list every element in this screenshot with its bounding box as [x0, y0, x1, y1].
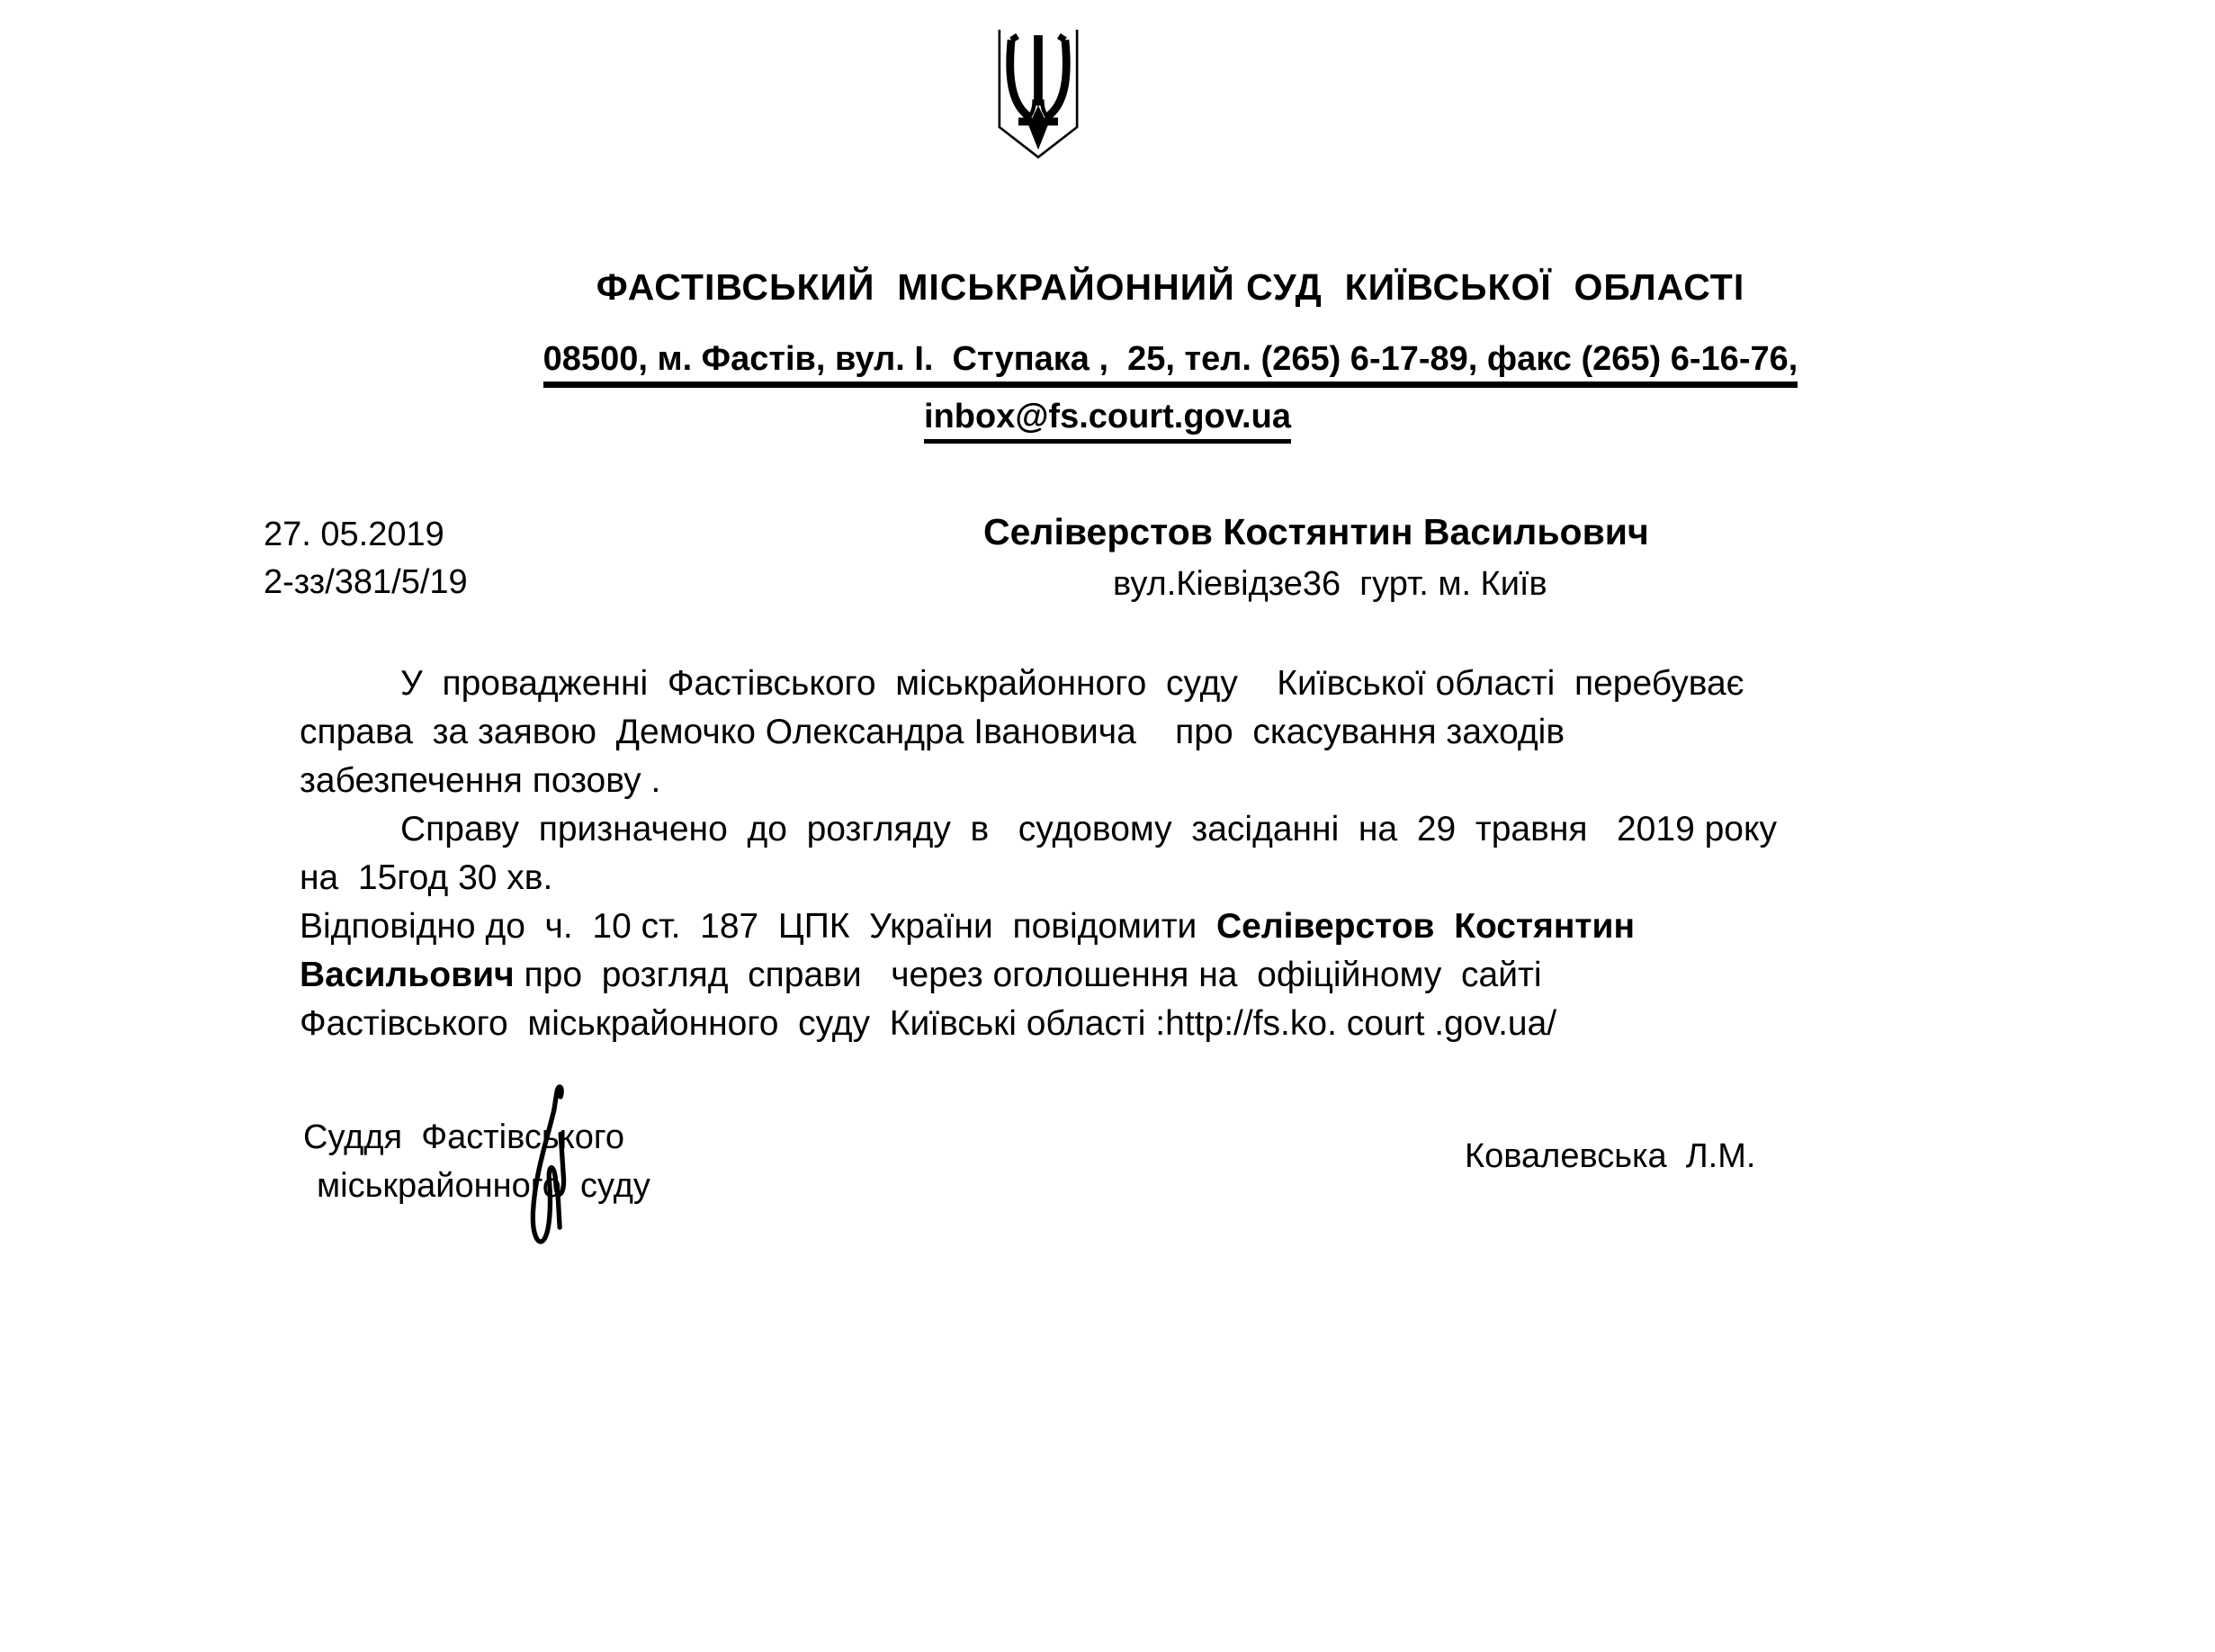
court-address-line — [126, 340, 2215, 388]
letter-body — [300, 660, 2054, 1048]
court-email-text: inbox@fs.court.gov.ua — [924, 398, 1291, 444]
handwritten-signature-icon — [515, 1082, 585, 1258]
court-title: ФАСТІВСЬКИЙ МІСЬКРАЙОННИЙ СУД КИЇВСЬКОЇ ОБЛАСТІ — [596, 266, 1745, 308]
p3-l2-bold-name: Васильович — [300, 956, 515, 994]
p3-l2-text: про розгляд справи через оголошення на офіційному сайті — [514, 956, 1542, 994]
letter-date: 27. 05.2019 — [264, 516, 444, 553]
p3-l1-text: Відповідно до ч. 10 ст. 187 ЦПК України повідомити — [300, 907, 1217, 946]
paragraph-2-line-2: на 15год 30 хв. — [300, 858, 553, 897]
court-email-line — [0, 398, 2215, 444]
ukraine-trident-emblem-icon — [985, 30, 1091, 188]
paragraph-2-line-1: Справу призначено до розгляду в судовому засіданні на 29 травня 2019 року — [400, 810, 1777, 848]
paragraph-3-line-1 — [300, 902, 2054, 951]
signer-role-line-1: Суддя Фастівського — [303, 1118, 624, 1156]
p3-l1-bold-name: Селіверстов Костянтин — [1216, 907, 1636, 946]
paragraph-1-line-1: У провадженні Фастівського міськрайонного суду Київської області перебуває — [400, 664, 1744, 703]
court-address-text: 08500, м. Фастів, вул. І. Ступака , 25, тел. (265) 6-17-89, факс (265) 6-16-76, — [543, 340, 1798, 388]
paragraph-1-line-2: справа за заявою Демочко Олександра Івановича про скасування заходів — [300, 713, 1565, 751]
case-number: 2-зз/381/5/19 — [264, 563, 468, 601]
signer-role-line-2: міськрайонного суду — [317, 1167, 650, 1205]
judge-name: Ковалевська Л.М. — [1465, 1137, 1756, 1175]
paragraph-1-line-3: забезпечення позову . — [300, 761, 661, 800]
paragraph-3-line-3: Фастівського міськрайонного суду Київські області :http://fs.ko. court .gov.ua/ — [300, 1004, 1557, 1043]
paragraph-3-line-2 — [300, 951, 2054, 1000]
recipient-address: вул.Кіевідзе36 гурт. м. Київ — [1113, 565, 1547, 603]
recipient-name: Селіверстов Костянтин Васильович — [983, 511, 1649, 552]
